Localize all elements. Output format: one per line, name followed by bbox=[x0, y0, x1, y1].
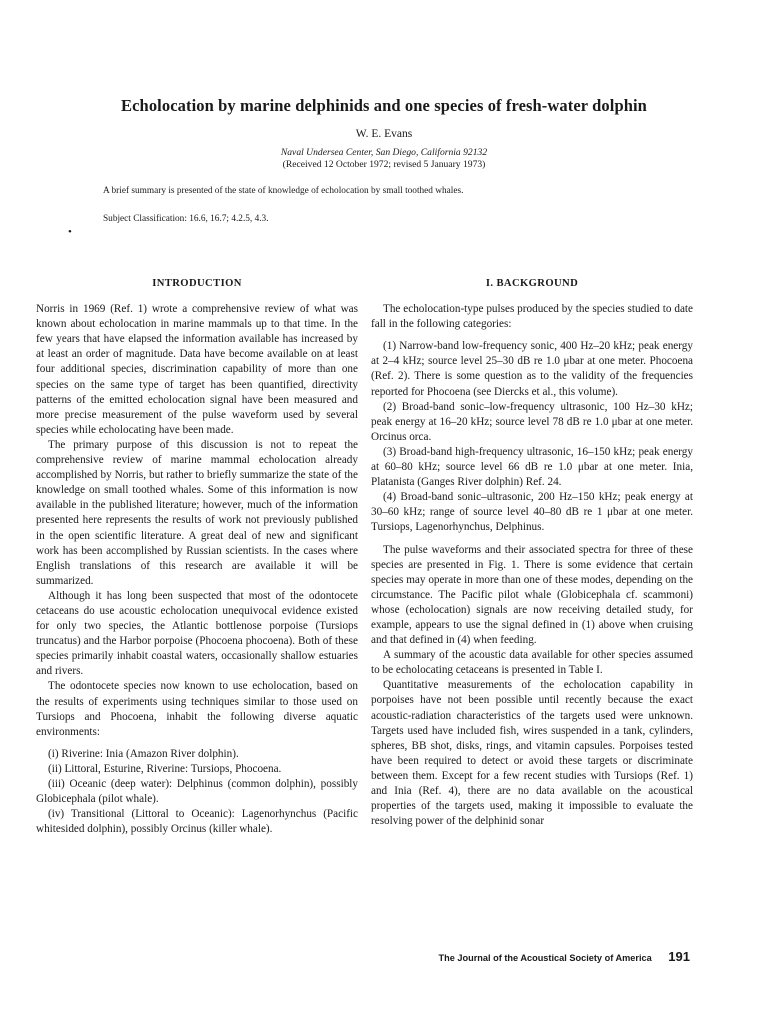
waveforms-paragraph: The pulse waveforms and their associated spectra for three of these species are presented in Fig. 1. There is some evidence that certain species may operate in more than one of these modes, depending on the circumstance. The Pacific pilot whale (Globicephala cf. scammoni) whose (echolocation) signals are now receiving detailed study, for example, appears to use the signal defined in (1) above when cruising and that defined in (4) when feeding. bbox=[371, 543, 693, 647]
intro-paragraph-3: Although it has long been suspected that most of the odontocete cetaceans do use acoustic echolocation unequivocal evidence existed for only two species, the Atlantic bottlenose porpoise (Tursiops truncatus) and the Harbor porpoise (Phocoena phocoena). Both of these species primarily inhabit coastal waters, occasionally shallow estuaries and rivers. bbox=[36, 589, 358, 678]
summary-paragraph: A summary of the acoustic data available for other species assumed to be echolocating cetaceans is presented in Table I. bbox=[371, 649, 693, 677]
left-column bbox=[36, 276, 358, 837]
quantitative-paragraph: Quantitative measurements of the echolocation capability in porpoises have not been possible until recently because the exact acoustic-radiation characteristics of the targets used were unknown. Targets used have included fish, wires suspended in a tank, cylinders, spheres, BB shot, disks, rings, and vitamin capsules. Porpoises tested have been required to detect or avoid these targets or discriminate between them. Except for a few recent studies with Tursiops (Ref. 1) and Inia (Ref. 4), there are no data available on the acoustical properties of the targets used, making it impossible to evaluate the resolving power of the delphinid sonar bbox=[371, 679, 693, 828]
section-heading-introduction: INTRODUCTION bbox=[152, 278, 242, 289]
environment-list-item: (iv) Transitional (Littoral to Oceanic): Lagenorhynchus (Pacific whitesided dolphin), possibly Orcinus (killer whale). bbox=[36, 808, 358, 836]
abstract: A brief summary is presented of the state of knowledge of echolocation by small toothed whales. bbox=[103, 186, 464, 196]
environment-list-item: (ii) Littoral, Esturine, Riverine: Tursiops, Phocoena. bbox=[48, 762, 282, 775]
journal-name: The Journal of the Acoustical Society of America bbox=[438, 953, 652, 963]
subject-classification: Subject Classification: 16.6, 16.7; 4.2.5, 4.3. bbox=[103, 214, 269, 224]
background-intro: The echolocation-type pulses produced by the species studied to date fall in the following categories: bbox=[371, 303, 693, 331]
pulse-category-item: (1) Narrow-band low-frequency sonic, 400 Hz–20 kHz; peak energy at 2–4 kHz; source level 25–30 dB re 1.0 μbar at one meter. Phocoena (Ref. 2). There is some question as to the validity of the frequencies reported for Phocoena (see Diercks et al., this volume). bbox=[371, 340, 693, 398]
paper-author: W. E. Evans bbox=[355, 128, 413, 140]
intro-paragraph-2: The primary purpose of this discussion is not to repeat the comprehensive review of marine mammal echolocation already accomplished by Norris, but rather to briefly summarize the state of the knowledge on small toothed whales. Some of this information is now available in the published literature; however, much of the information presented here represents the results of work not previously published in the open scientific literature. A great deal of new and significant work has been accomplished by Russian scientists. In the cases where English translations of this research are available it will be summarized. bbox=[36, 438, 358, 587]
author-affiliation: Naval Undersea Center, San Diego, California 92132 bbox=[280, 147, 488, 158]
paper-title: Echolocation by marine delphinids and one species of fresh-water dolphin bbox=[121, 96, 647, 115]
pulse-category-item: (3) Broad-band high-frequency ultrasonic, 16–150 kHz; peak energy at 60–80 kHz; source level 66 dB re 1.0 μbar at one meter. Inia, Platanista (Ganges River dolphin) Ref. 24. bbox=[371, 445, 693, 489]
pulse-category-item: (4) Broad-band sonic–ultrasonic, 200 Hz–150 kHz; peak energy at 30–60 kHz; range of source level 40–80 dB re 1 μbar at one meter. Tursiops, Lagenorhynchus, Delphinus. bbox=[371, 491, 693, 534]
margin-bullet: • bbox=[68, 226, 72, 238]
section-heading-background: I. BACKGROUND bbox=[485, 278, 579, 289]
intro-paragraph-4: The odontocete species now known to use echolocation, based on the results of experiments using techniques similar to those used on Tursiops and Phocoena, inhabit the following diverse aquatic environments: bbox=[36, 680, 358, 738]
page-number: 191 bbox=[668, 949, 690, 964]
author-affiliation-block bbox=[0, 147, 768, 171]
intro-paragraph-1: Norris in 1969 (Ref. 1) wrote a comprehensive review of what was known about echolocation in marine mammals up to that time. In the few years that have elapsed the information available has increased by at least an order of magnitude. Data have become available on at least four additional species, discrimination capability of more than one species on the same type of target has been quantified, directivity patterns of the emitted echolocation signal have been measured and more precise measurement of the pulse waveform used by several species while echolocating have been made. bbox=[36, 303, 358, 436]
right-column bbox=[371, 276, 693, 829]
received-dates: (Received 12 October 1972; revised 5 January 1973) bbox=[282, 159, 486, 170]
pulse-category-item: (2) Broad-band sonic–low-frequency ultrasonic, 100 Hz–30 kHz; peak energy at 16–20 kHz; source level 78 dB re 1.0 μbar at one meter. Orcinus orca. bbox=[371, 400, 693, 443]
page-footer bbox=[400, 949, 690, 964]
environment-list-item: (i) Riverine: Inia (Amazon River dolphin). bbox=[48, 747, 239, 760]
environment-list-item: (iii) Oceanic (deep water): Delphinus (common dolphin), possibly Globicephala (pilot whale). bbox=[36, 778, 358, 806]
